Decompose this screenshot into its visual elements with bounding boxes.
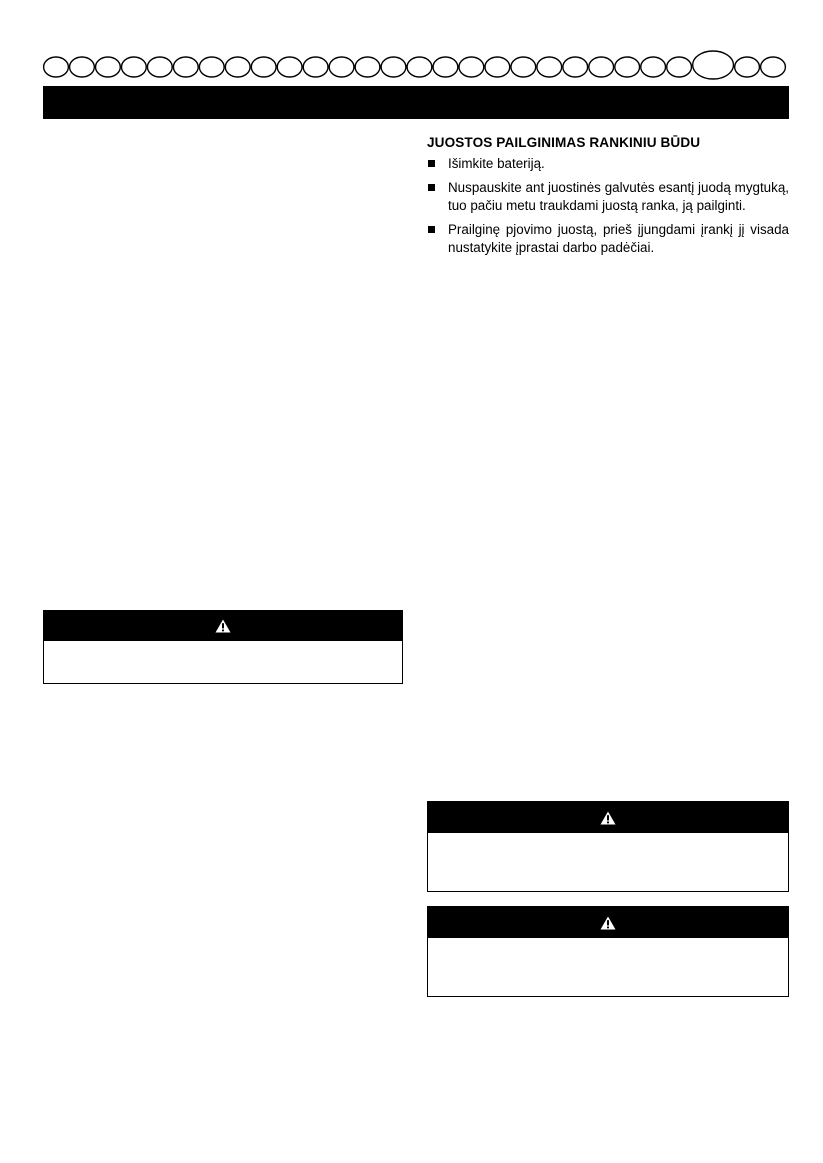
language-tab xyxy=(121,57,146,77)
bullet-icon xyxy=(428,184,435,191)
warning-box xyxy=(427,801,789,892)
language-tab xyxy=(199,57,224,77)
language-tab xyxy=(355,57,380,77)
section-title: JUOSTOS PAILGINIMAS RANKINIU BŪDU xyxy=(427,135,701,150)
warning-header xyxy=(428,802,788,833)
list-item-text: Prailginę pjovimo juostą, prieš įjungdami įrankį jį visada nustatykite įprastai darbo padėčiai. xyxy=(448,222,789,255)
language-tab xyxy=(147,57,172,77)
language-tab xyxy=(667,57,692,77)
language-tab xyxy=(381,57,406,77)
list-item-text: Išimkite bateriją. xyxy=(448,156,545,171)
list-item xyxy=(427,155,789,173)
warning-box xyxy=(427,906,789,997)
list-item xyxy=(427,179,789,215)
language-tab xyxy=(589,57,614,77)
language-tab xyxy=(735,57,760,77)
list-item-text: Nuspauskite ant juostinės galvutės esantį juodą mygtuką, tuo pačiu metu traukdami juostą ranka, ją pailginti. xyxy=(448,180,789,213)
warning-triangle-icon xyxy=(215,619,231,633)
language-tab xyxy=(225,57,250,77)
language-tab xyxy=(641,57,666,77)
language-tab xyxy=(303,57,328,77)
language-tab xyxy=(251,57,276,77)
language-tab xyxy=(277,57,302,77)
language-tab xyxy=(459,57,484,77)
language-tab xyxy=(615,57,640,77)
manual-line-extension-section xyxy=(427,134,789,263)
language-tab xyxy=(96,57,121,77)
language-tab xyxy=(433,57,458,77)
header-bar xyxy=(43,86,789,119)
language-tab xyxy=(511,57,536,77)
warning-header xyxy=(44,611,402,641)
language-tabs xyxy=(0,0,823,80)
language-tab xyxy=(329,57,354,77)
language-tab xyxy=(44,57,69,77)
language-tab xyxy=(173,57,198,77)
bullet-icon xyxy=(428,226,435,233)
language-tab xyxy=(537,57,562,77)
warning-triangle-icon xyxy=(600,916,616,930)
language-tab xyxy=(563,57,588,77)
language-tab-active xyxy=(693,51,734,79)
language-tab xyxy=(407,57,432,77)
language-tab xyxy=(485,57,510,77)
warning-header xyxy=(428,907,788,938)
instruction-list xyxy=(427,155,789,257)
language-tab xyxy=(761,57,786,77)
list-item xyxy=(427,221,789,257)
bullet-icon xyxy=(428,160,435,167)
warning-box xyxy=(43,610,403,684)
language-tab xyxy=(70,57,95,77)
warning-triangle-icon xyxy=(600,811,616,825)
